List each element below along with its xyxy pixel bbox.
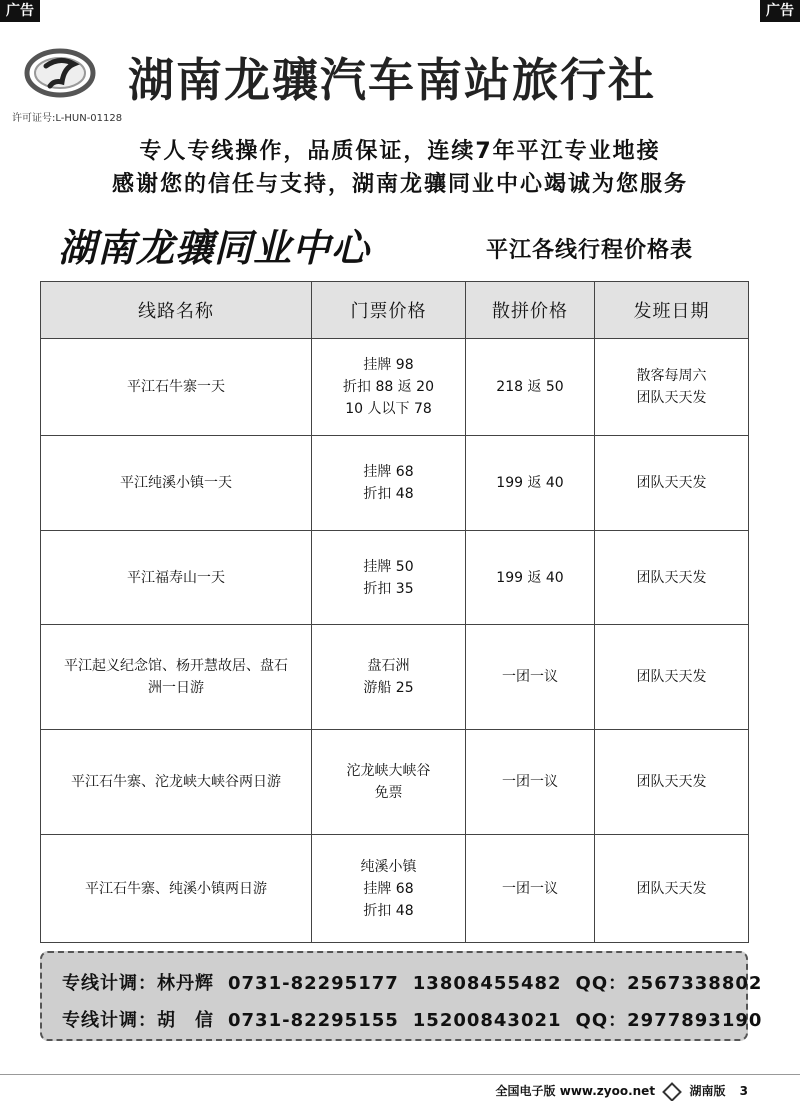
- schedule-cell-line: 散客每周六: [636, 368, 707, 384]
- route-cell-line: 平江起义纪念馆、杨开慧故居、盘石洲一日游: [64, 658, 288, 696]
- footer-edition: 全国电子版: [495, 1084, 556, 1098]
- price-cell-line: 一团一议: [502, 774, 558, 790]
- schedule-cell: [595, 730, 749, 835]
- table-row: [41, 730, 749, 835]
- ticket-cell-line: 挂牌 98: [363, 357, 414, 373]
- contact-phone: 0731-82295155: [228, 1010, 399, 1031]
- contact-mobile: 13808455482: [412, 973, 562, 994]
- schedule-cell: [595, 436, 749, 531]
- price-cell: [466, 835, 595, 943]
- schedule-cell: [595, 625, 749, 730]
- schedule-cell-line: 团队天天发: [636, 880, 707, 897]
- footer-divider: [0, 1074, 800, 1075]
- contact-qq: QQ：2567338802: [575, 973, 763, 994]
- header-price: 散拼价格: [466, 282, 595, 339]
- ticket-cell-line: 挂牌 50: [363, 558, 414, 575]
- ticket-cell: [312, 436, 466, 531]
- table-row: [41, 436, 749, 531]
- license-number: 许可证号:L-HUN-01128: [12, 113, 123, 124]
- ticket-cell: [312, 835, 466, 943]
- route-cell-line: 平江石牛寨、沱龙峡大峡谷两日游: [71, 774, 281, 790]
- contact-label: 专线计调：胡 信: [62, 1010, 214, 1031]
- route-cell: [41, 339, 312, 436]
- route-cell-line: 平江石牛寨、纯溪小镇两日游: [85, 880, 267, 897]
- ticket-cell-line: 挂牌 68: [363, 464, 414, 480]
- ticket-cell: [312, 625, 466, 730]
- schedule-cell-line: 团队天天发: [636, 390, 707, 406]
- ticket-cell-line: 折扣 48: [363, 486, 414, 502]
- ticket-cell-line: 纯溪小镇: [360, 858, 417, 875]
- footer-site: www.zyoo.net: [559, 1084, 656, 1098]
- route-cell-line: 平江福寿山一天: [127, 569, 225, 586]
- price-cell-line: 一团一议: [502, 880, 558, 897]
- route-cell-line: 平江纯溪小镇一天: [120, 475, 232, 491]
- route-cell: [41, 730, 312, 835]
- route-cell: [41, 531, 312, 625]
- price-table: [40, 281, 749, 943]
- schedule-cell-line: 团队天天发: [636, 475, 707, 491]
- contact-mobile: 15200843021: [412, 1010, 562, 1031]
- schedule-cell: [595, 339, 749, 436]
- ticket-cell-line: 免票: [374, 785, 403, 801]
- company-logo-icon: [24, 46, 96, 100]
- price-cell: [466, 531, 595, 625]
- price-cell: [466, 730, 595, 835]
- price-cell-line: 218 返 50: [496, 379, 564, 395]
- company-name: 湖南龙骧汽车南站旅行社: [128, 53, 656, 107]
- schedule-cell-line: 团队天天发: [636, 569, 707, 586]
- footer-region: 湖南版: [689, 1084, 726, 1098]
- diamond-icon: [662, 1082, 682, 1101]
- footer: [496, 1082, 748, 1099]
- route-cell: [41, 436, 312, 531]
- price-cell-line: 一团一议: [502, 669, 558, 685]
- table-row: [41, 339, 749, 436]
- ad-tag-right: 广告: [760, 0, 800, 22]
- header-route: 线路名称: [41, 282, 312, 339]
- slogan-line-1: 专人专线操作，品质保证，连续7年平江专业地接: [139, 139, 661, 164]
- schedule-cell: [595, 531, 749, 625]
- ticket-cell-line: 沱龙峡大峡谷: [346, 763, 431, 779]
- price-cell-line: 199 返 40: [496, 569, 564, 586]
- contact-qq: QQ：2977893190: [575, 1010, 763, 1031]
- header-ticket: 门票价格: [312, 282, 466, 339]
- price-cell-line: 199 返 40: [496, 475, 564, 491]
- ticket-cell: [312, 339, 466, 436]
- ticket-cell-line: 游船 25: [363, 680, 414, 696]
- ticket-cell-line: 折扣 88 返 20: [343, 379, 434, 395]
- contact-box: [40, 951, 763, 1041]
- schedule-cell-line: 团队天天发: [636, 774, 707, 790]
- table-header-row: [41, 282, 749, 339]
- contact-label: 专线计调：林丹辉: [62, 973, 214, 994]
- price-cell: [466, 436, 595, 531]
- page-number: 3: [739, 1084, 748, 1098]
- contact-phone: 0731-82295177: [228, 973, 399, 994]
- table-title: 平江各线行程价格表: [486, 238, 694, 263]
- ticket-cell: [312, 531, 466, 625]
- slogan-line-2: 感谢您的信任与支持，湖南龙骧同业中心竭诚为您服务: [111, 172, 688, 197]
- ad-tag-left: 广告: [0, 0, 40, 22]
- schedule-cell: [595, 835, 749, 943]
- price-cell: [466, 339, 595, 436]
- table-row: [41, 625, 749, 730]
- ticket-cell-line: 折扣 48: [363, 902, 414, 919]
- schedule-cell-line: 团队天天发: [636, 669, 707, 685]
- route-cell: [41, 835, 312, 943]
- center-title: 湖南龙骧同业中心: [58, 226, 371, 270]
- ticket-cell-line: 挂牌 68: [363, 880, 414, 897]
- route-cell-line: 平江石牛寨一天: [127, 379, 225, 395]
- ticket-cell: [312, 730, 466, 835]
- contact-line: [62, 1006, 776, 1032]
- ticket-cell-line: 折扣 35: [363, 580, 414, 597]
- price-cell: [466, 625, 595, 730]
- table-row: [41, 531, 749, 625]
- header-schedule: 发班日期: [595, 282, 749, 339]
- route-cell: [41, 625, 312, 730]
- ticket-cell-line: 盘石洲: [367, 658, 410, 674]
- contact-line: [62, 969, 776, 995]
- ticket-cell-line: 10 人以下 78: [345, 401, 432, 417]
- table-row: [41, 835, 749, 943]
